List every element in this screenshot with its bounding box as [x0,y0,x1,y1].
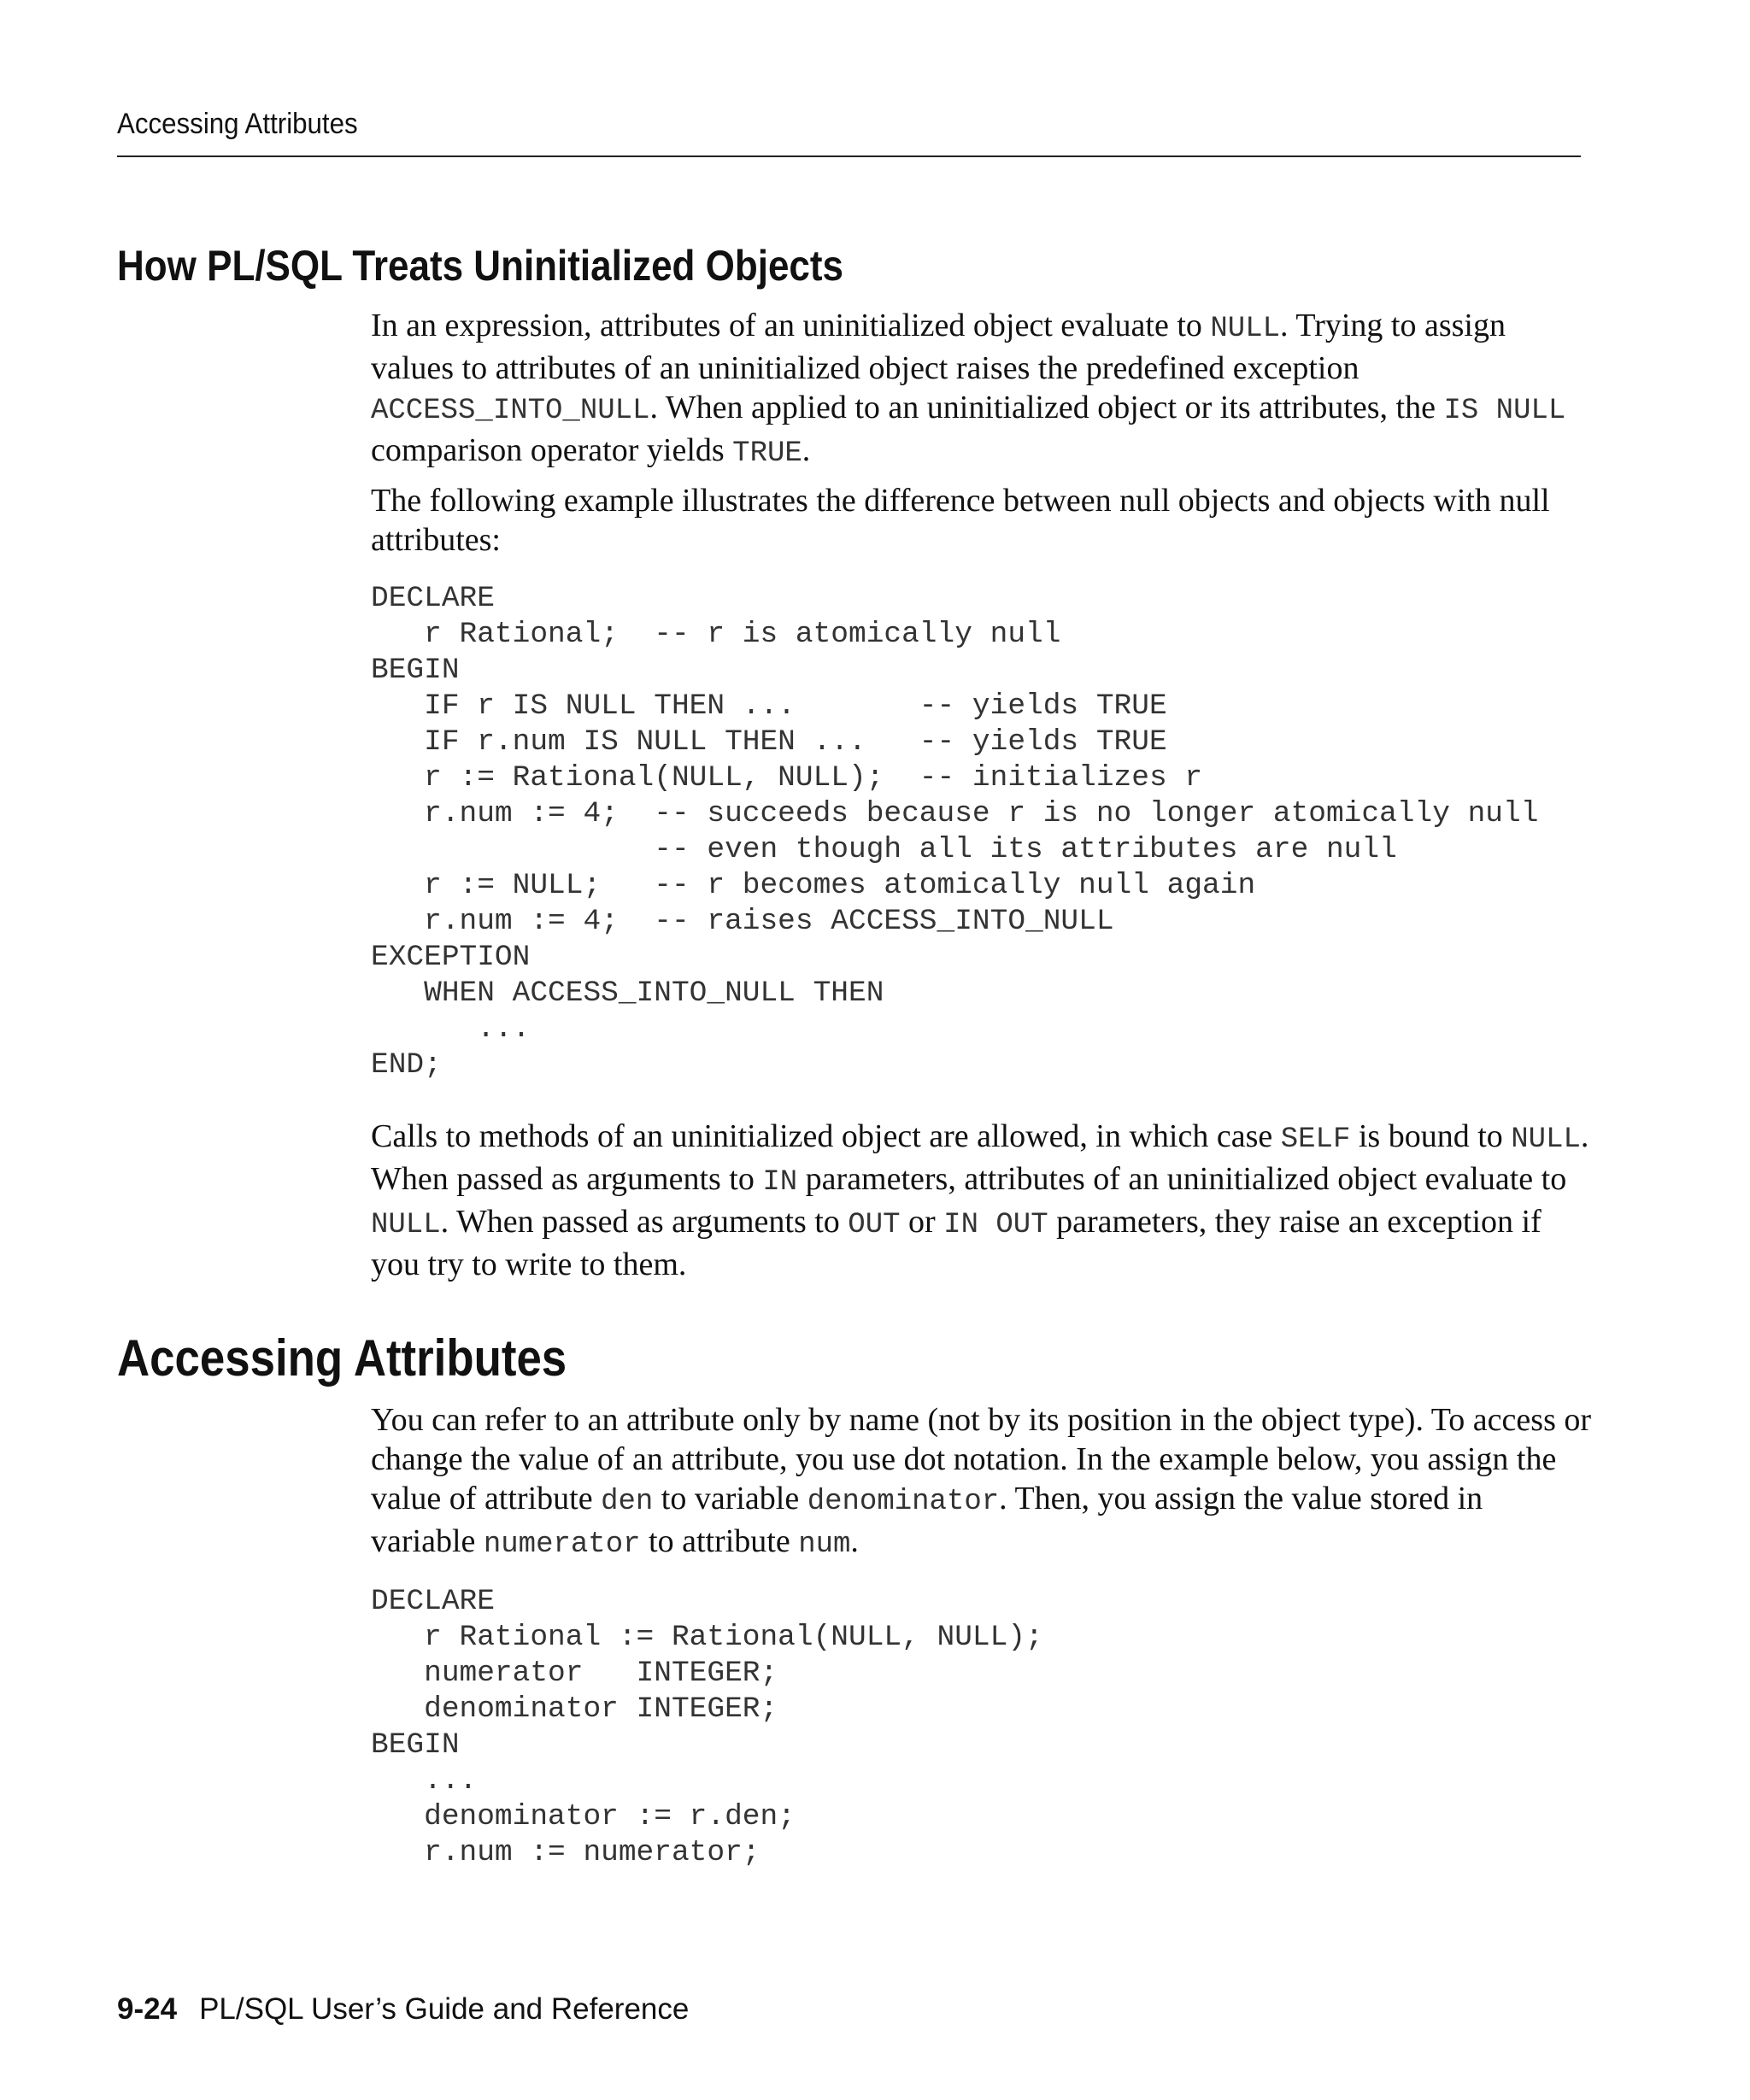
paragraph-example-intro: The following example illustrates the difference between null objects and objects with null attributes: [371,483,1550,558]
inline-code: OUT [848,1209,901,1241]
inline-code: NULL [371,1209,441,1241]
inline-code: NULL [1210,313,1281,345]
inline-code: denominator [807,1486,1000,1518]
inline-code: TRUE [732,437,802,470]
paragraph-uninitialized-intro: In an expression, attributes of an uninitialized object evaluate to NULL. Trying to assign values to attributes of an uninitialized object raises the predefined exception ACCESS_INTO_NULL. When applied to an uninitialized object or its attributes, the IS NULL comparison operator yields TRUE. [371,308,1566,470]
book-title: PL/SQL User’s Guide and Reference [199,1992,690,2026]
inline-code: IS NULL [1443,395,1566,427]
page-footer [117,1992,689,2027]
paragraph-method-calls: Calls to methods of an uninitialized object are allowed, in which case SELF is bound to NULL. When passed as arguments to IN parameters, attributes of an uninitialized object evaluate to NULL. When passed as arguments to OUT or IN OUT parameters, they raise an exception if you try to write to them. [371,1118,1589,1282]
running-header: Accessing Attributes [117,108,358,140]
code-example-dot-notation: DECLARE r Rational := Rational(NULL, NULL); numerator INTEGER; denominator INTEGER; BEGIN ... denominator := r.den; r.num := numerator; [371,1585,1043,1869]
section-heading-uninitialized-objects: How PL/SQL Treats Uninitialized Objects [117,242,844,290]
inline-code: numerator [483,1528,641,1561]
inline-code: ACCESS_INTO_NULL [371,395,650,427]
inline-code: NULL [1511,1123,1581,1156]
paragraph-dot-notation: You can refer to an attribute only by name (not by its position in the object type). To access or change the value of an attribute, you use dot notation. In the example below, you assign the value of attribute den to variable denominator. Then, you assign the value stored in variable numerator to attribute num. [371,1402,1592,1561]
header-rule [117,155,1581,157]
inline-code: SELF [1280,1123,1351,1156]
inline-code: num [798,1528,851,1561]
inline-code: den [601,1486,654,1518]
inline-code: IN [762,1166,798,1199]
section-heading-accessing-attributes: Accessing Attributes [117,1329,567,1387]
code-example-null-objects: DECLARE r Rational; -- r is atomically null BEGIN IF r IS NULL THEN ... -- yields TRUE IF r.num IS NULL THEN ... -- yields TRUE r := Rational(NULL, NULL); -- initializes r r.num := 4; -- succeeds because r is no longer atomically null -- even though all its attributes are null r := NULL; -- r becomes atomically null again r.num := 4; -- raises ACCESS_INTO_NULL EXCEPTION WHEN ACCESS_INTO_NULL THEN ... END; [371,582,1539,1082]
page-number: 9-24 [117,1992,178,2026]
inline-code: IN OUT [943,1209,1048,1241]
